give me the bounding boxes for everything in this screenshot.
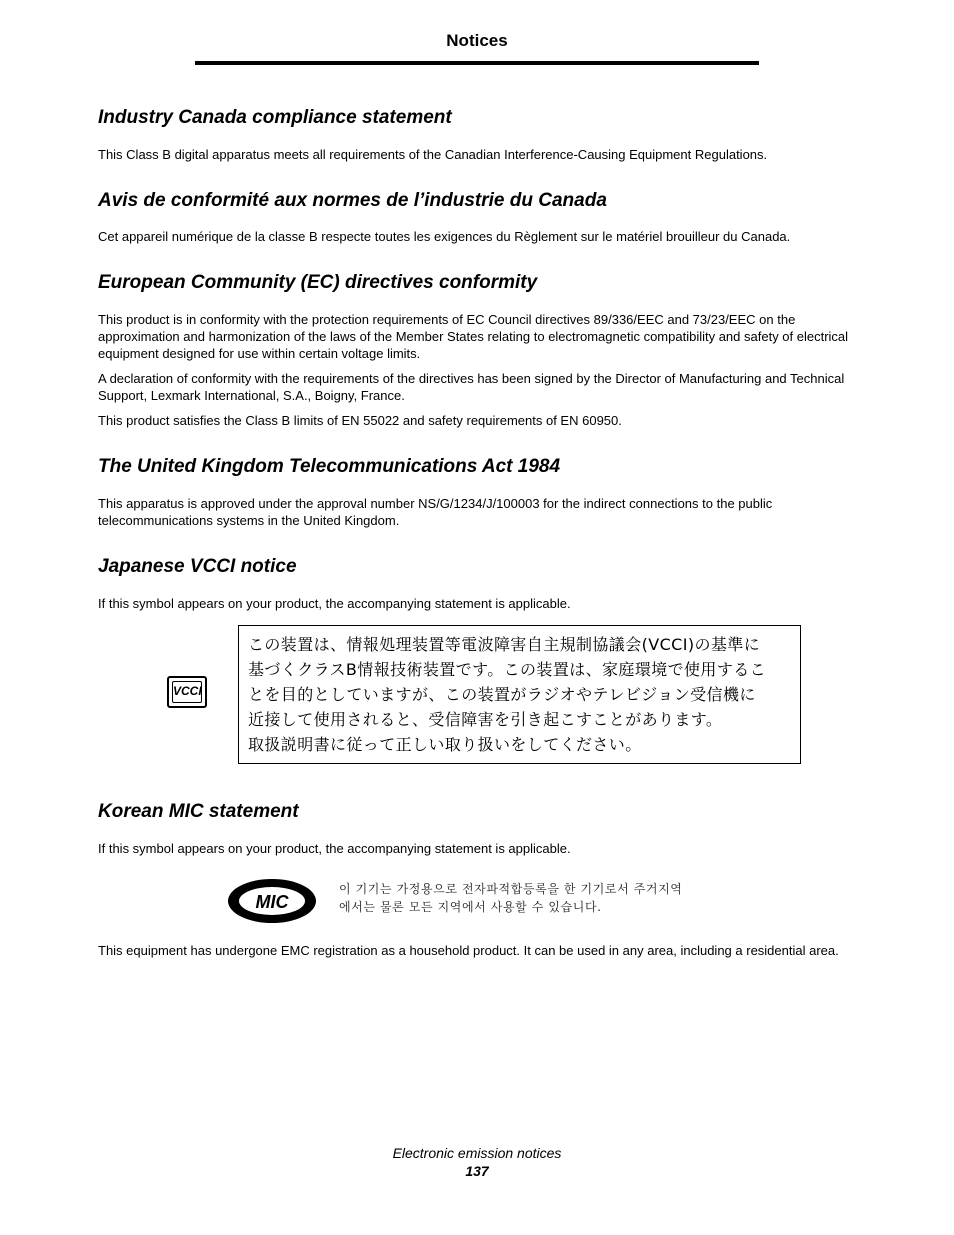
page-header-title: Notices (446, 31, 508, 50)
section-japanese-vcci (98, 553, 858, 612)
footer-title: Electronic emission notices (392, 1145, 562, 1161)
vcci-line: とを目的としていますが、この装置がラジオやテレビジョン受信機に (248, 685, 756, 704)
mic-logo-icon (226, 877, 318, 925)
vcci-logo-icon (167, 676, 207, 708)
paragraph: This Class B digital apparatus meets all requirements of the Canadian Interference-Causing Equipment Regulations. (98, 147, 768, 162)
section-emc-registration (98, 942, 858, 959)
section-heading: Korean MIC statement (98, 801, 299, 822)
header-rule (195, 61, 759, 65)
paragraph: If this symbol appears on your product, the accompanying statement is applicable. (98, 841, 571, 856)
section-korean-mic (98, 798, 858, 857)
paragraph: This apparatus is approved under the approval number NS/G/1234/J/100003 for the indirect connections to the public telecommunications systems in the United Kingdom. (98, 496, 773, 528)
vcci-line: 基づくクラスB情報技術装置です。この装置は、家庭環境で使用するこ (248, 660, 767, 679)
vcci-logo-text: VCCI (172, 681, 202, 703)
section-industry-canada (98, 104, 858, 163)
section-heading: Japanese VCCI notice (98, 556, 297, 577)
vcci-line: 近接して使用されると、受信障害を引き起こすことがあります。 (248, 710, 723, 729)
korean-statement (339, 880, 682, 916)
paragraph: This product satisfies the Class B limits of EN 55022 and safety requirements of EN 60950. (98, 413, 622, 428)
section-heading: Industry Canada compliance statement (98, 107, 452, 128)
paragraph: Cet appareil numérique de la classe B respecte toutes les exigences du Règlement sur le matériel brouilleur du Canada. (98, 229, 791, 244)
section-heading: The United Kingdom Telecommunications Act 1984 (98, 456, 561, 477)
korean-line: 에서는 물론 모든 지역에서 사용할 수 있습니다. (339, 900, 602, 914)
vcci-line: 取扱説明書に従って正しい取り扱いをしてください。 (248, 735, 642, 754)
vcci-line: この装置は、情報処理装置等電波障害自主規制協議会(VCCI)の基準に (248, 635, 761, 654)
paragraph: This equipment has undergone EMC registration as a household product. It can be used in any area, including a residential area. (98, 943, 839, 958)
page-number: 137 (465, 1163, 489, 1179)
vcci-statement-box (238, 625, 801, 764)
mic-logo-text: MIC (255, 892, 289, 912)
section-avis-canada (98, 187, 858, 245)
paragraph: A declaration of conformity with the requirements of the directives has been signed by the Director of Manufacturing and Technical Support, Lexmark International, S.A., Boigny, France. (98, 371, 845, 403)
paragraph: If this symbol appears on your product, the accompanying statement is applicable. (98, 596, 571, 611)
korean-line: 이 기기는 가정용으로 전자파적합등록을 한 기기로서 주거지역 (339, 882, 683, 896)
section-heading: Avis de conformité aux normes de l’industrie du Canada (98, 190, 607, 211)
section-uk-telecom (98, 453, 858, 529)
paragraph: This product is in conformity with the protection requirements of EC Council directives 89/336/EEC and 73/23/EEC on the approximation and harmonization of the laws of the Member States relating to electromagnetic compatibility and safety of electrical equipment designed for use within certain voltage limits. (98, 312, 849, 361)
section-heading: European Community (EC) directives conformity (98, 272, 538, 293)
section-ec-conformity (98, 269, 858, 429)
